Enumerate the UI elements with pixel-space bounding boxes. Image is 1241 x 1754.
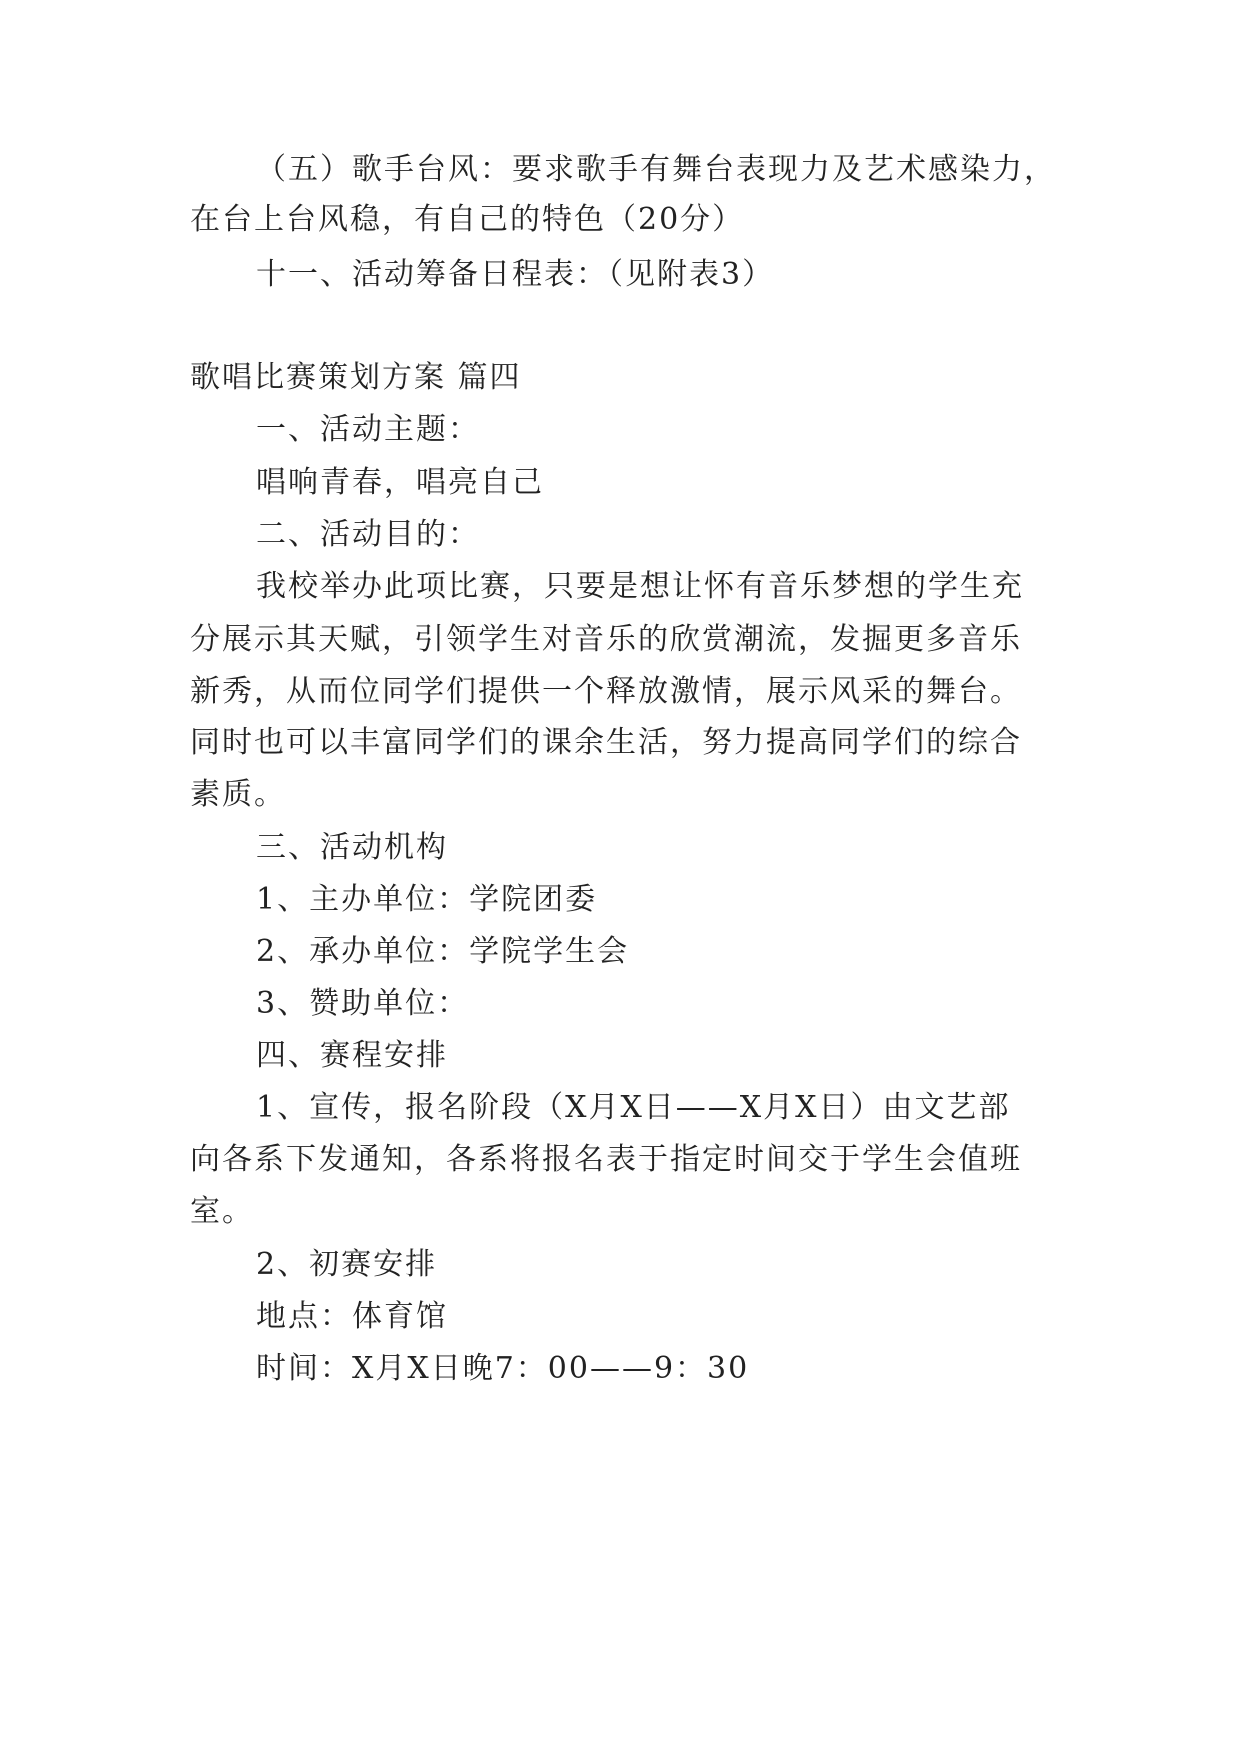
paragraph-line: 新秀，从而位同学们提供一个释放激情，展示风采的舞台。	[190, 674, 1022, 709]
heading-line: 四、赛程安排	[256, 1038, 448, 1073]
section-title: 歌唱比赛策划方案 篇四	[190, 360, 522, 395]
paragraph-line: 向各系下发通知，各系将报名表于指定时间交于学生会值班	[190, 1142, 1022, 1177]
paragraph-line: 在台上台风稳，有自己的特色（20分）	[190, 202, 745, 237]
paragraph-line: 唱响青春，唱亮自己	[256, 465, 544, 500]
paragraph-line: 素质。	[190, 777, 286, 812]
heading-line: 二、活动目的：	[256, 517, 480, 552]
heading-line: 一、活动主题：	[256, 412, 480, 447]
paragraph-line: 地点：体育馆	[256, 1299, 448, 1334]
paragraph-line: 3、赞助单位：	[256, 986, 470, 1021]
paragraph-line: （五）歌手台风：要求歌手有舞台表现力及艺术感染力，	[256, 152, 1056, 187]
paragraph-line: 1、主办单位：学院团委	[256, 882, 598, 917]
paragraph-line: 室。	[190, 1194, 254, 1229]
paragraph-line: 1、宣传，报名阶段（X月X日——X月X日）由文艺部	[256, 1090, 1011, 1125]
heading-line: 2、初赛安排	[256, 1247, 438, 1282]
paragraph-line: 十一、活动筹备日程表：（见附表3）	[256, 257, 775, 292]
paragraph-line: 时间：X月X日晚7：00——9：30	[256, 1351, 750, 1386]
paragraph-line: 我校举办此项比赛，只要是想让怀有音乐梦想的学生充	[256, 569, 1024, 604]
heading-line: 三、活动机构	[256, 830, 448, 865]
paragraph-line: 同时也可以丰富同学们的课余生活，努力提高同学们的综合	[190, 725, 1022, 760]
paragraph-line: 2、承办单位：学院学生会	[256, 934, 630, 969]
paragraph-line: 分展示其天赋，引领学生对音乐的欣赏潮流，发掘更多音乐	[190, 622, 1022, 657]
